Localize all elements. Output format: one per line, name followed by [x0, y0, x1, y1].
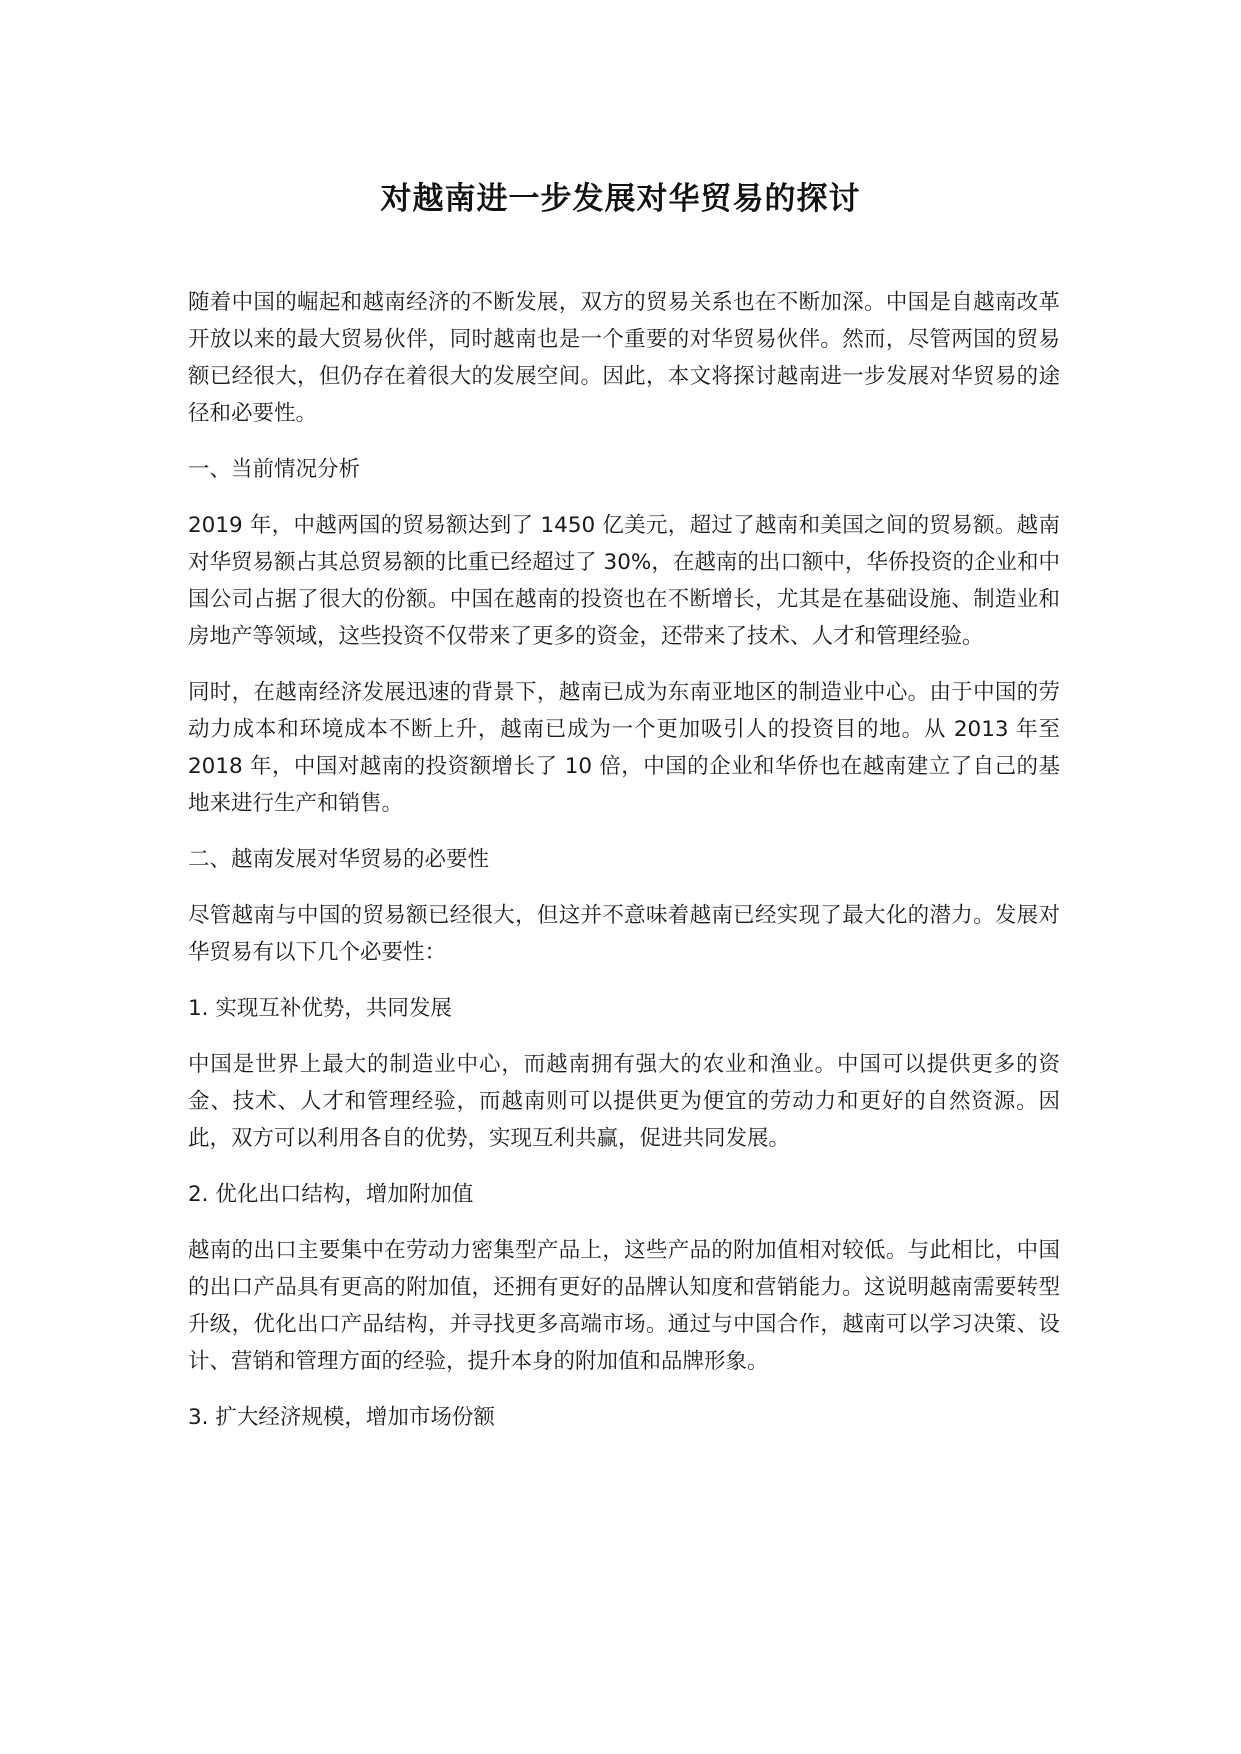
paragraph-complementary-advantages: 中国是世界上最大的制造业中心，而越南拥有强大的农业和渔业。中国可以提供更多的资金、技术、人才和管理经验，而越南则可以提供更为便宜的劳动力和更好的自然资源。因此，双方可以利用各自的优势，实现互利共赢，促进共同发展。	[188, 1052, 1060, 1151]
subheading-economic-scale: 3. 扩大经济规模，增加市场份额	[188, 1405, 495, 1430]
section-heading-necessity: 二、越南发展对华贸易的必要性	[188, 847, 490, 872]
subheading-export-structure: 2. 优化出口结构，增加附加值	[188, 1182, 474, 1207]
paragraph-intro: 随着中国的崛起和越南经济的不断发展，双方的贸易关系也在不断加深。中国是自越南改革开放以来的最大贸易伙伴，同时越南也是一个重要的对华贸易伙伴。然而，尽管两国的贸易额已经很大，但仍存在着很大的发展空间。因此，本文将探讨越南进一步发展对华贸易的途径和必要性。	[188, 290, 1060, 426]
subheading-complementary-advantages: 1. 实现互补优势，共同发展	[188, 996, 452, 1021]
paragraph-trade-volume: 2019 年，中越两国的贸易额达到了 1450 亿美元，超过了越南和美国之间的贸易额。越南对华贸易额占其总贸易额的比重已经超过了 30%，在越南的出口额中，华侨投资的企业和中国公司占据了很大的份额。中国在越南的投资也在不断增长，尤其是在基础设施、制造业和房地产等领域，这些投资不仅带来了更多的资金，还带来了技术、人才和管理经验。	[188, 513, 1060, 649]
document-title: 对越南进一步发展对华贸易的探讨	[380, 181, 861, 217]
paragraph-manufacturing-center: 同时，在越南经济发展迅速的背景下，越南已成为东南亚地区的制造业中心。由于中国的劳动力成本和环境成本不断上升，越南已成为一个更加吸引人的投资目的地。从 2013 年至 2018 年，中国对越南的投资额增长了 10 倍，中国的企业和华侨也在越南建立了自己的基地来进行生产和销售。	[188, 680, 1060, 816]
paragraph-necessity-intro: 尽管越南与中国的贸易额已经很大，但这并不意味着越南已经实现了最大化的潜力。发展对华贸易有以下几个必要性：	[188, 903, 1060, 965]
section-heading-current-situation: 一、当前情况分析	[188, 457, 361, 482]
document-body	[188, 284, 1060, 1455]
paragraph-export-structure: 越南的出口主要集中在劳动力密集型产品上，这些产品的附加值相对较低。与此相比，中国的出口产品具有更高的附加值，还拥有更好的品牌认知度和营销能力。这说明越南需要转型升级，优化出口产品结构，并寻找更多高端市场。通过与中国合作，越南可以学习决策、设计、营销和管理方面的经验，提升本身的附加值和品牌形象。	[188, 1238, 1060, 1374]
